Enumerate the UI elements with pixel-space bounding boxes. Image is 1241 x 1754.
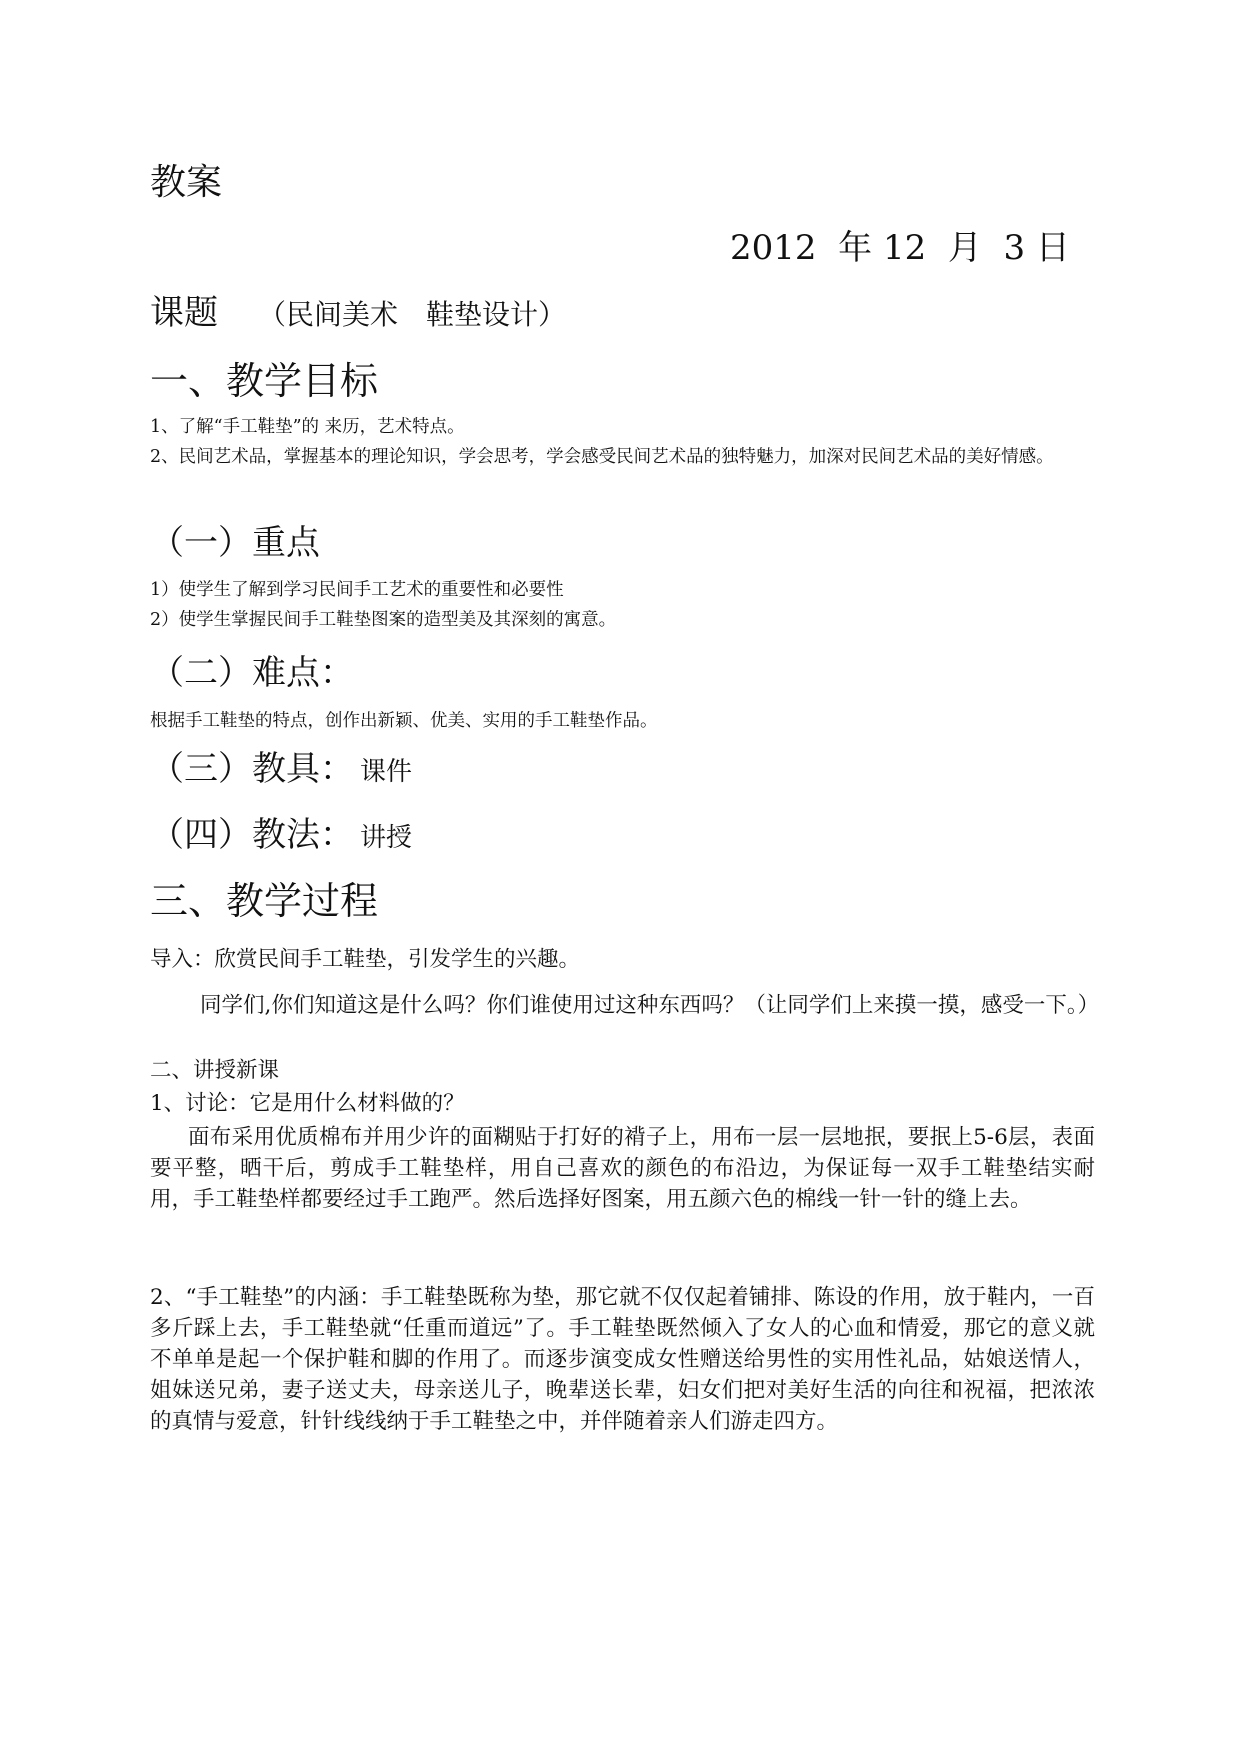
course-name: （民间美术 鞋垫设计）: [258, 298, 567, 331]
process-intro: 导入：欣赏民间手工鞋垫，引发学生的兴趣。: [150, 947, 581, 972]
tools-value: 课件: [360, 757, 413, 787]
objectives-heading: 一、教学目标: [150, 359, 379, 403]
difficulties-text: 根据手工鞋垫的特点，创作出新颖、优美、实用的手工鞋垫作品。: [150, 711, 658, 731]
objective-item-2: 2、民间艺术品，掌握基本的理论知识，学会思考，学会感受民间艺术品的独特魅力，加深对民间艺术品的美好情感。: [150, 447, 1054, 467]
tools-line: [150, 746, 1095, 795]
discussion-question: 1、讨论：它是用什么材料做的？: [150, 1091, 465, 1116]
document-date: 2012 年 12 月 3 日: [730, 228, 1070, 268]
discussion-answer: 面布采用优质棉布并用少许的面糊贴于打好的褙子上，用布一层一层地抿，要抿上5-6层，表面要平整，晒干后，剪成手工鞋垫样，用自己喜欢的颜色的布沿边，为保证每一双手工鞋垫结实耐用，手工鞋垫样都要经过手工跑严。然后选择好图案，用五颜六色的棉线一针一针的缝上去。: [150, 1125, 1095, 1212]
method-value: 讲授: [360, 823, 413, 853]
method-heading: （四）教法：: [150, 815, 354, 855]
method-line: [150, 812, 1095, 861]
meaning-paragraph: 2、“手工鞋垫”的内涵：手工鞋垫既称为垫，那它就不仅仅起着铺排、陈设的作用，放于鞋内，一百多斤踩上去，手工鞋垫就“任重而道远”了。手工鞋垫既然倾入了女人的心血和情爱，那它的意义就不单单是起一个保护鞋和脚的作用了。而逐步演变成女性赠送给男性的实用性礼品，姑娘送情人，姐妹送兄弟，妻子送丈夫，母亲送儿子，晚辈送长辈，妇女们把对美好生活的向往和祝福，把浓浓的真情与爱意，针针线线纳于手工鞋垫之中，并伴随着亲人们游走四方。: [150, 1285, 1095, 1434]
key-point-item-1: 1）使学生了解到学习民间手工艺术的重要性和必要性: [150, 580, 564, 600]
key-points-heading: （一）重点: [150, 523, 320, 563]
difficulties-heading: （二）难点：: [150, 653, 354, 693]
objective-item-1: 1、了解“手工鞋垫”的 来历，艺术特点。: [150, 417, 465, 437]
new-lesson-heading: 二、讲授新课: [150, 1058, 280, 1083]
course-label: 课题: [150, 293, 218, 333]
tools-heading: （三）教具：: [150, 749, 354, 789]
process-heading: 三、教学过程: [150, 879, 379, 923]
intro-paragraph: 同学们,你们知道这是什么吗？你们谁使用过这种东西吗？（让同学们上来摸一摸，感受一下。）: [200, 993, 1100, 1018]
key-point-item-2: 2）使学生掌握民间手工鞋垫图案的造型美及其深刻的寓意。: [150, 610, 617, 630]
course-line: [150, 290, 1095, 338]
document-title: 教案: [150, 162, 223, 203]
